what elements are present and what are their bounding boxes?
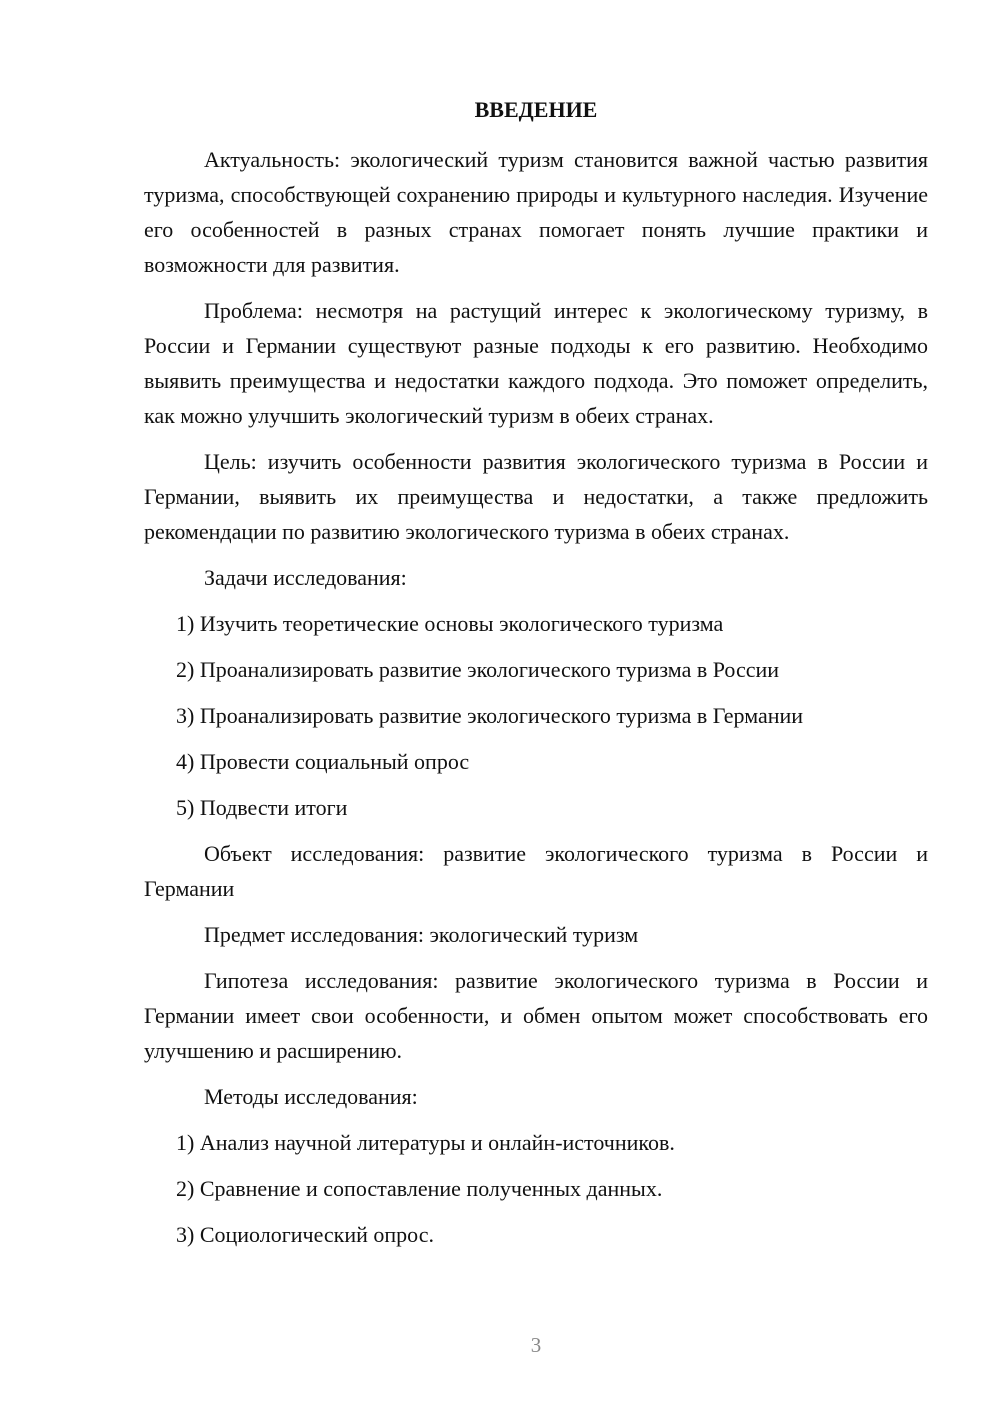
goal-paragraph: Цель: изучить особенности развития экологического туризма в России и Германии, выявить их преимущества и недостатки, а также предложить рекомендации по развитию экологического туризма в обеих странах. <box>144 449 928 544</box>
relevance-paragraph: Актуальность: экологический туризм становится важной частью развития туризма, способствующей сохранению природы и культурного наследия. Изучение его особенностей в разных странах помогает понять лучшие практики и возможности для развития. <box>144 147 928 277</box>
subject-paragraph: Предмет исследования: экологический туризм <box>204 922 639 947</box>
page-number: 3 <box>530 1333 542 1357</box>
page-title: ВВЕДЕНИЕ <box>474 97 598 122</box>
list-item: 2) Проанализировать развитие экологического туризма в России <box>176 657 780 682</box>
problem-paragraph: Проблема: несмотря на растущий интерес к экологическому туризму, в России и Германии существуют разные подходы к его развитию. Необходимо выявить преимущества и недостатки каждого подхода. Это поможет определить, как можно улучшить экологический туризм в обеих странах. <box>144 298 928 428</box>
list-item: 1) Изучить теоретические основы экологического туризма <box>176 611 724 636</box>
methods-list <box>144 1125 928 1252</box>
list-item: 5) Подвести итоги <box>176 795 348 820</box>
methods-label: Методы исследования: <box>204 1084 418 1109</box>
object-paragraph: Объект исследования: развитие экологического туризма в России и Германии <box>144 841 928 901</box>
list-item: 3) Социологический опрос. <box>176 1222 434 1247</box>
document-page <box>144 96 928 1263</box>
tasks-list <box>144 606 928 825</box>
tasks-label: Задачи исследования: <box>204 565 407 590</box>
list-item: 4) Провести социальный опрос <box>176 749 470 774</box>
list-item: 1) Анализ научной литературы и онлайн-источников. <box>176 1130 675 1155</box>
list-item: 2) Сравнение и сопоставление полученных данных. <box>176 1176 663 1201</box>
list-item: 3) Проанализировать развитие экологического туризма в Германии <box>176 703 804 728</box>
hypothesis-paragraph: Гипотеза исследования: развитие экологического туризма в России и Германии имеет свои особенности, и обмен опытом может способствовать его улучшению и расширению. <box>144 968 928 1063</box>
